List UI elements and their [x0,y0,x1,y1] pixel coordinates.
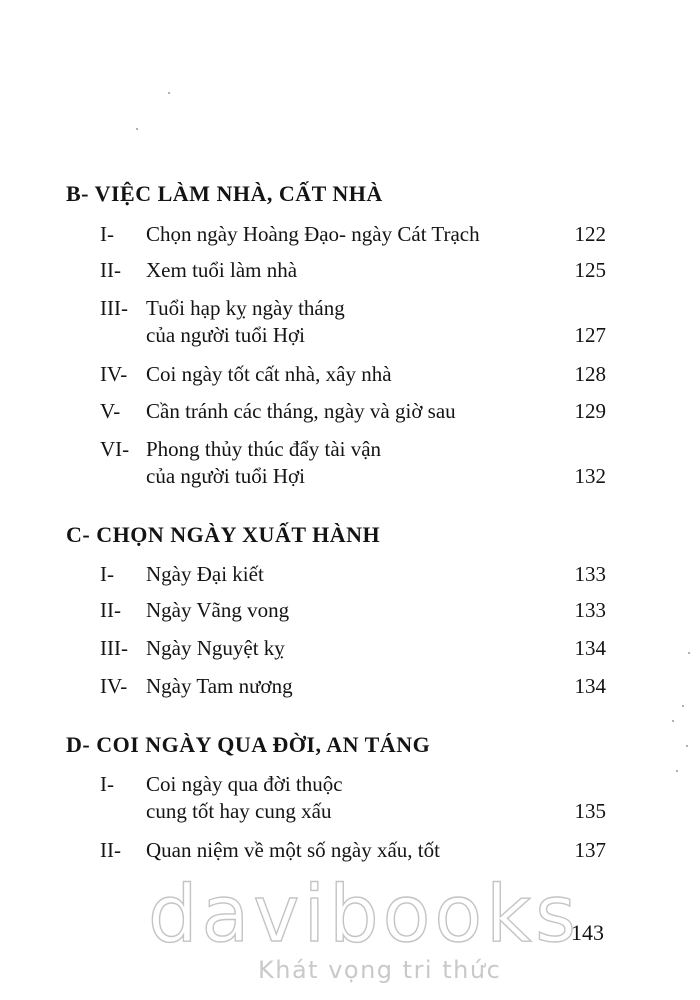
entry-number: IV- [100,362,128,386]
entry-title: Coi ngày qua đời thuộc [146,772,343,796]
entry-title: Ngày Nguyệt kỵ [146,636,285,660]
toc-entry [0,399,700,429]
scan-speck [682,705,684,707]
toc-entry [0,362,700,392]
scan-speck [672,720,674,722]
entry-page: 134 [574,636,606,660]
entry-page: 132 [574,464,606,488]
watermark-slogan: Khát vọng tri thức [258,956,502,984]
entry-title: Coi ngày tốt cất nhà, xây nhà [146,362,392,386]
scan-speck [686,745,688,747]
scan-speck [676,770,678,772]
entry-page: 135 [574,799,606,823]
toc-entry [0,437,700,497]
entry-title-continued: cung tốt hay cung xấu [146,799,332,823]
toc-entry [0,772,700,832]
toc-entry [0,258,700,288]
toc-entry [0,598,700,628]
entry-title: Xem tuổi làm nhà [146,258,298,282]
entry-title: Tuổi hạp kỵ ngày tháng [146,296,345,320]
entry-number: IV- [100,674,128,698]
entry-page: 128 [574,362,606,386]
entry-page: 125 [574,258,606,282]
entry-title-continued: của người tuổi Hợi [146,323,305,347]
scan-speck [688,652,690,654]
entry-number: VI- [100,437,130,461]
entry-title: Cần tránh các tháng, ngày và giờ sau [146,399,456,423]
toc-entry [0,222,700,252]
toc-entry [0,838,700,868]
entry-number: V- [100,399,121,423]
entry-number: I- [100,222,114,246]
watermark-logo: davibooks [148,870,580,960]
entry-title-continued: của người tuổi Hợi [146,464,305,488]
entry-number: II- [100,598,121,622]
entry-number: III- [100,296,128,320]
entry-page: 122 [574,222,606,246]
entry-page: 129 [574,399,606,423]
entry-title: Quan niệm về một số ngày xấu, tốt [146,838,440,862]
entry-page: 127 [574,323,606,347]
toc-entry [0,636,700,666]
scan-speck [168,92,170,94]
entry-page: 133 [574,562,606,586]
entry-title: Phong thủy thúc đẩy tài vận [146,437,382,461]
entry-page: 133 [574,598,606,622]
entry-number: II- [100,258,121,282]
entry-number: II- [100,838,121,862]
section-title-d: D- COI NGÀY QUA ĐỜI, AN TÁNG [66,732,431,757]
toc-entry [0,674,700,704]
entry-number: I- [100,562,114,586]
toc-entry [0,562,700,592]
entry-title: Ngày Vãng vong [146,598,290,622]
toc-entry [0,296,700,356]
entry-title: Chọn ngày Hoàng Đạo- ngày Cát Trạch [146,222,480,246]
entry-number: III- [100,636,128,660]
section-title-c: C- CHỌN NGÀY XUẤT HÀNH [66,522,381,547]
section-title-b: B- VIỆC LÀM NHÀ, CẤT NHÀ [66,181,383,206]
entry-title: Ngày Tam nương [146,674,293,698]
page-number: 143 [571,920,604,945]
entry-page: 137 [574,838,606,862]
entry-page: 134 [574,674,606,698]
entry-number: I- [100,772,114,796]
scan-speck [136,128,138,130]
entry-title: Ngày Đại kiết [146,562,264,586]
